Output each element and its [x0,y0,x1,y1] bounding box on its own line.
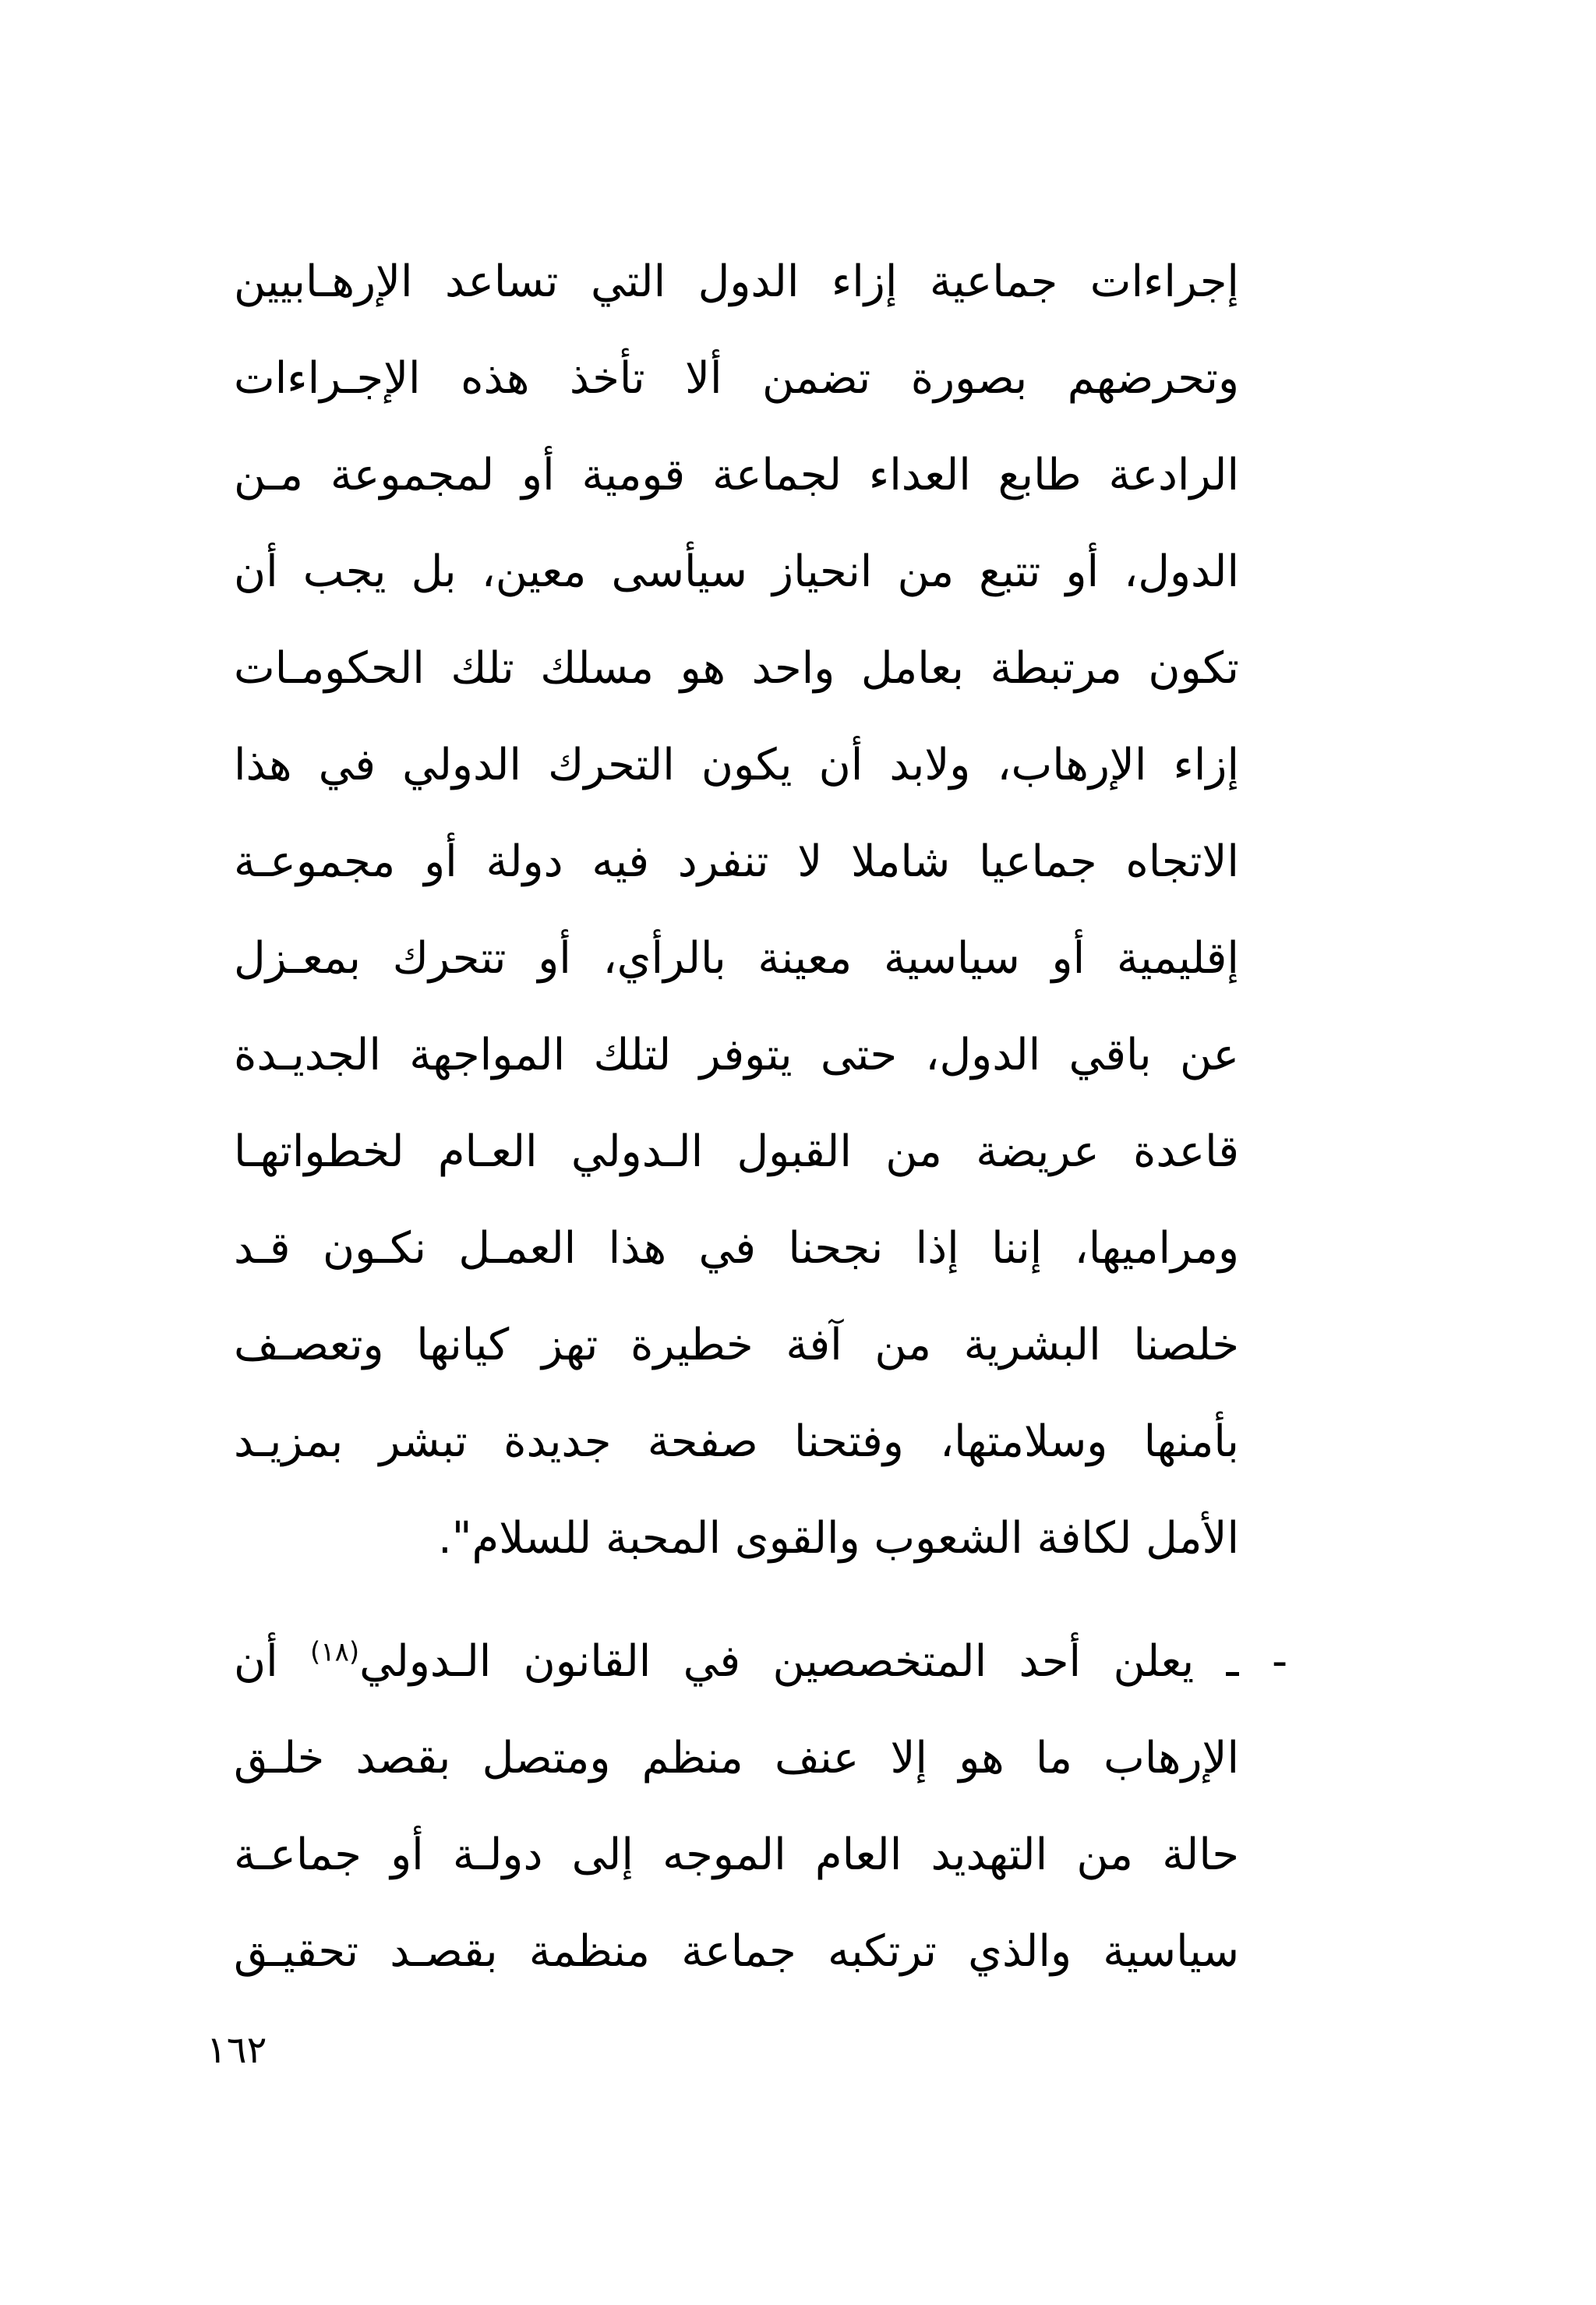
paragraph-1-line: إقليمية أو سياسية معينة بالرأي، أو تتحرك بمعـزل [234,933,1239,984]
paragraph-2-first-line-end: أن [234,1636,311,1687]
paragraph-1-last-line: الأمل لكافة الشعوب والقوى المحبة للسلام". [437,1513,1239,1564]
paragraph-1-line: الرادعة طابع العداء لجماعة قومية أو لمجموعة مـن [234,450,1239,500]
paragraph-1-line: خلصنا البشرية من آفة خطيرة تهز كيانها وتعصـف [234,1320,1239,1370]
paragraph-1 [234,234,1239,1587]
paragraph-1-line: وتحرضهم بصورة تضمن ألا تأخذ هذه الإجـراءات [234,353,1239,404]
paragraph-2-first-line-text: ـ يعلن أحد المتخصصين في القانون الـدولي [359,1636,1239,1687]
paragraph-2-line: الإرهاب ما هو إلا عنف منظم ومتصل بقصد خلـق [234,1733,1239,1784]
paragraph-1-line: ومراميها، إننا إذا نجحنا في هذا العمـل نكـون قـد [234,1223,1239,1274]
paragraph-1-line: قاعدة عريضة من القبول الـدولي العـام لخطواتهـا [234,1126,1239,1177]
paragraph-1-line: عن باقي الدول، حتى يتوفر لتلك المواجهة الجديـدة [234,1030,1239,1080]
paragraph-1-line: إجراءات جماعية إزاء الدول التي تساعد الإرهـابيين [234,256,1239,307]
paragraph-1-line: تكون مرتبطة بعامل واحد هو مسلك تلك الحكومـات [234,643,1239,694]
paragraph-2-line: حالة من التهديد العام الموجه إلى دولـة أو جماعـة [234,1830,1239,1880]
paragraph-1-line: الاتجاه جماعيا شاملا لا تنفرد فيه دولة أو مجموعـة [234,836,1239,887]
paragraph-1-line: إزاء الإرهاب، ولابد أن يكون التحرك الدولي في هذا [234,740,1239,790]
bullet-dash: - [1272,1636,1288,1687]
paragraph-2 [234,1614,1239,2000]
footnote-reference[interactable]: (١٨) [310,1636,360,1668]
page-number: ١٦٢ [207,2028,267,2072]
paragraph-1-line: بأمنها وسلامتها، وفتحنا صفحة جديدة تبشر بمزيـد [234,1416,1239,1467]
paragraph-2-first-line [234,1614,1239,1710]
paragraph-1-line: الدول، أو تتبع من انحياز سيأسى معين، بل يجب أن [234,546,1239,597]
paragraph-2-line: سياسية والذي ترتكبه جماعة منظمة بقصـد تحقيـق [234,1926,1239,1977]
